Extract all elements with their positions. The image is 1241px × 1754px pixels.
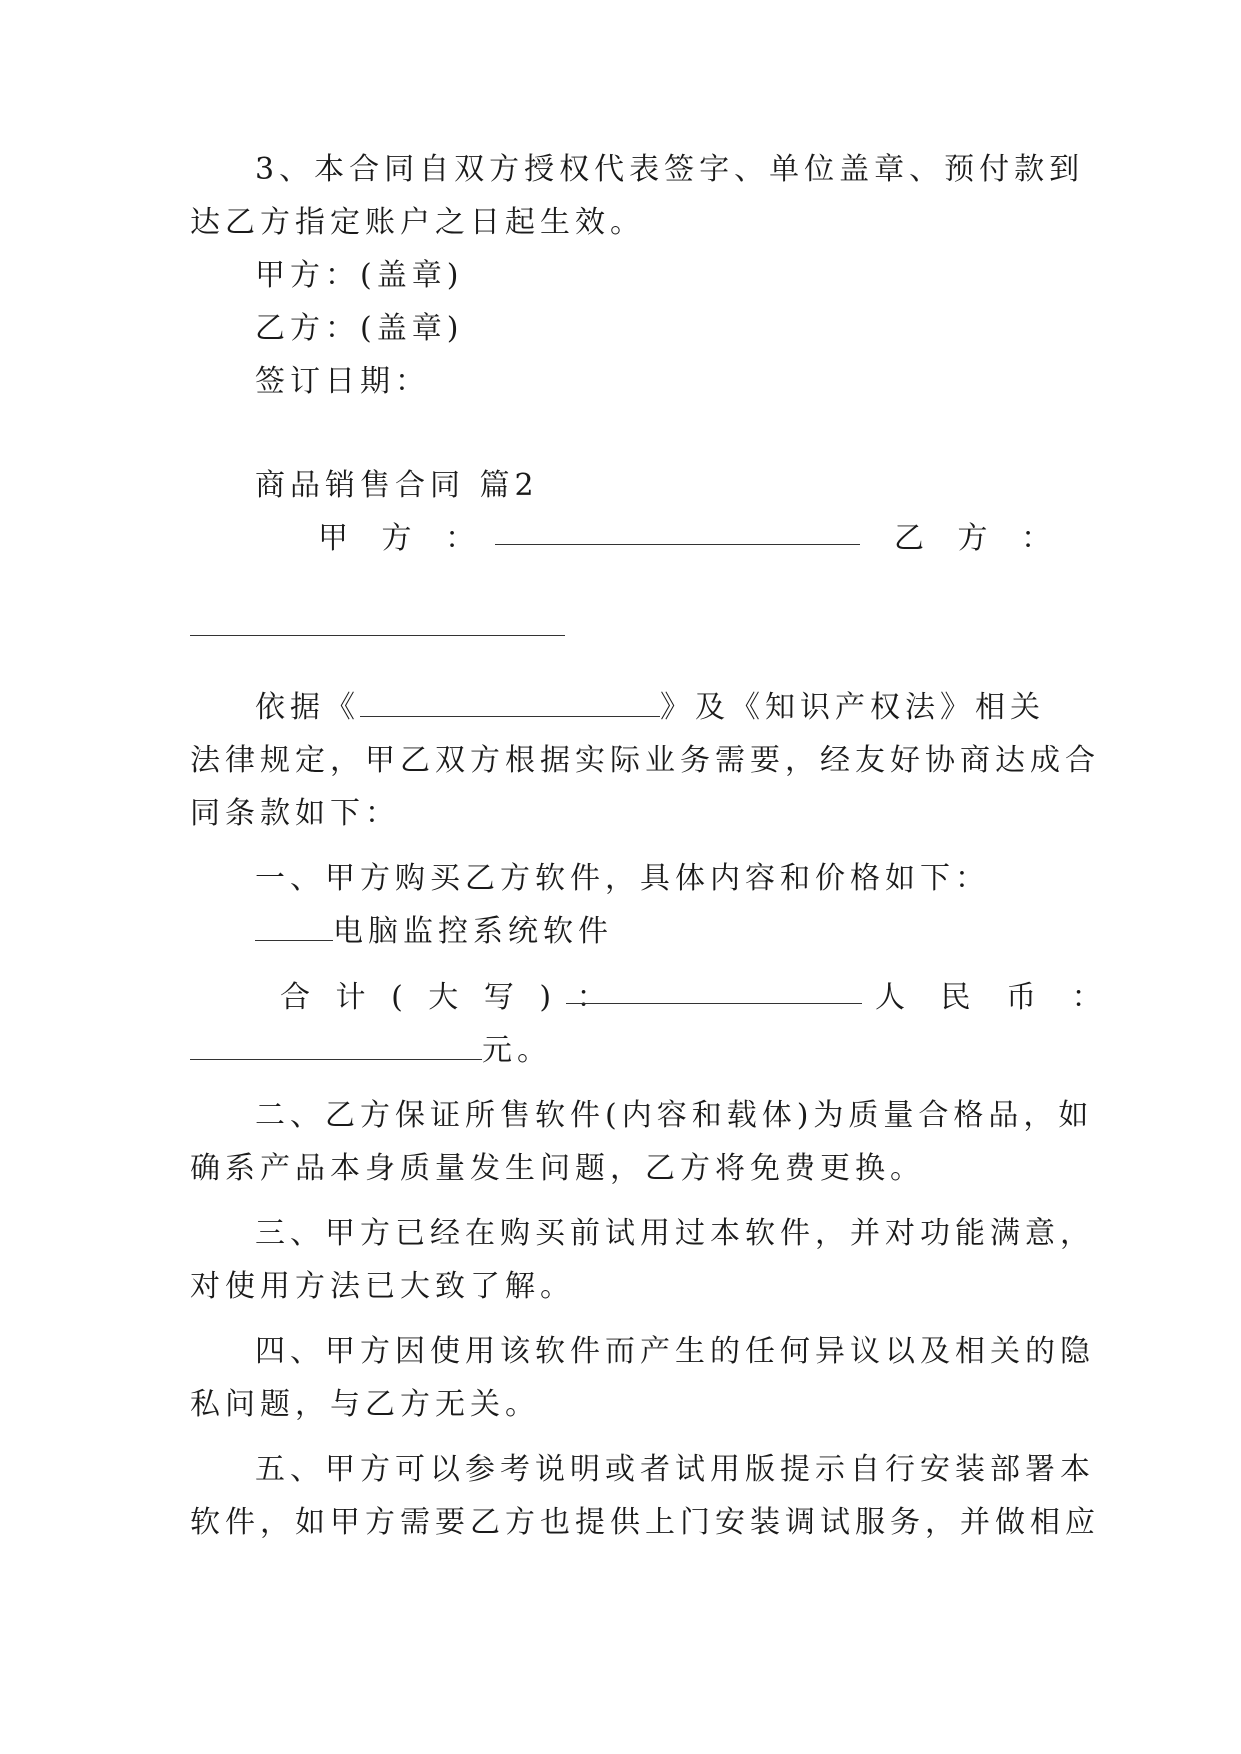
party-a-seal: 甲方：(盖章) — [255, 258, 464, 293]
party-b-label: 乙 方 ： — [894, 521, 1064, 556]
rmb-line — [190, 1031, 1050, 1071]
item-3-line-1: 三、甲方已经在购买前试用过本软件，并对功能满意， — [255, 1216, 1095, 1251]
clause-3-line-2: 达乙方指定账户之日起生效。 — [190, 205, 645, 240]
quantity-blank — [255, 916, 333, 941]
section-2-heading: 商品销售合同 篇2 — [255, 468, 539, 503]
clause-3-line-1: 3、本合同自双方授权代表签字、单位盖章、预付款到 — [255, 152, 1085, 187]
sign-date: 签订日期： — [255, 364, 430, 399]
basis-line-1 — [255, 688, 1050, 728]
item-1: 一、甲方购买乙方软件，具体内容和价格如下： — [255, 861, 990, 896]
total-label: 合 计 ( 大 写 ) ： — [280, 980, 615, 1015]
item-3-line-2: 对使用方法已大致了解。 — [190, 1269, 575, 1304]
item-4-line-1: 四、甲方因使用该软件而产生的任何异议以及相关的隐 — [255, 1334, 1095, 1369]
total-blank — [566, 979, 862, 1004]
item-2-line-2: 确系产品本身质量发生问题，乙方将免费更换。 — [190, 1151, 925, 1186]
law-name-blank — [360, 692, 660, 717]
party-b-seal: 乙方：(盖章) — [255, 311, 464, 346]
item-2-line-1: 二、乙方保证所售软件(内容和载体)为质量合格品，如 — [255, 1098, 1094, 1133]
party-b-blank — [190, 635, 565, 636]
basis-line-3: 同条款如下： — [190, 796, 400, 831]
software-line — [255, 912, 1050, 952]
basis-line-2: 法律规定，甲乙双方根据实际业务需要，经友好协商达成合 — [190, 743, 1100, 778]
rmb-blank — [190, 1035, 482, 1060]
yuan-unit: 元。 — [482, 1033, 552, 1068]
party-a-blank — [495, 520, 860, 545]
basis-prefix: 依据《 — [255, 690, 360, 725]
item-4-line-2: 私问题，与乙方无关。 — [190, 1387, 540, 1422]
basis-suffix: 》及《知识产权法》相关 — [660, 690, 1045, 725]
rmb-label: 人 民 币 ： — [875, 980, 1115, 1015]
item-5-line-2: 软件，如甲方需要乙方也提供上门安装调试服务，并做相应 — [190, 1505, 1100, 1540]
software-name: 电脑监控系统软件 — [333, 914, 613, 949]
party-a-label: 甲 方 ： — [318, 521, 488, 556]
item-5-line-1: 五、甲方可以参考说明或者试用版提示自行安装部署本 — [255, 1452, 1095, 1487]
